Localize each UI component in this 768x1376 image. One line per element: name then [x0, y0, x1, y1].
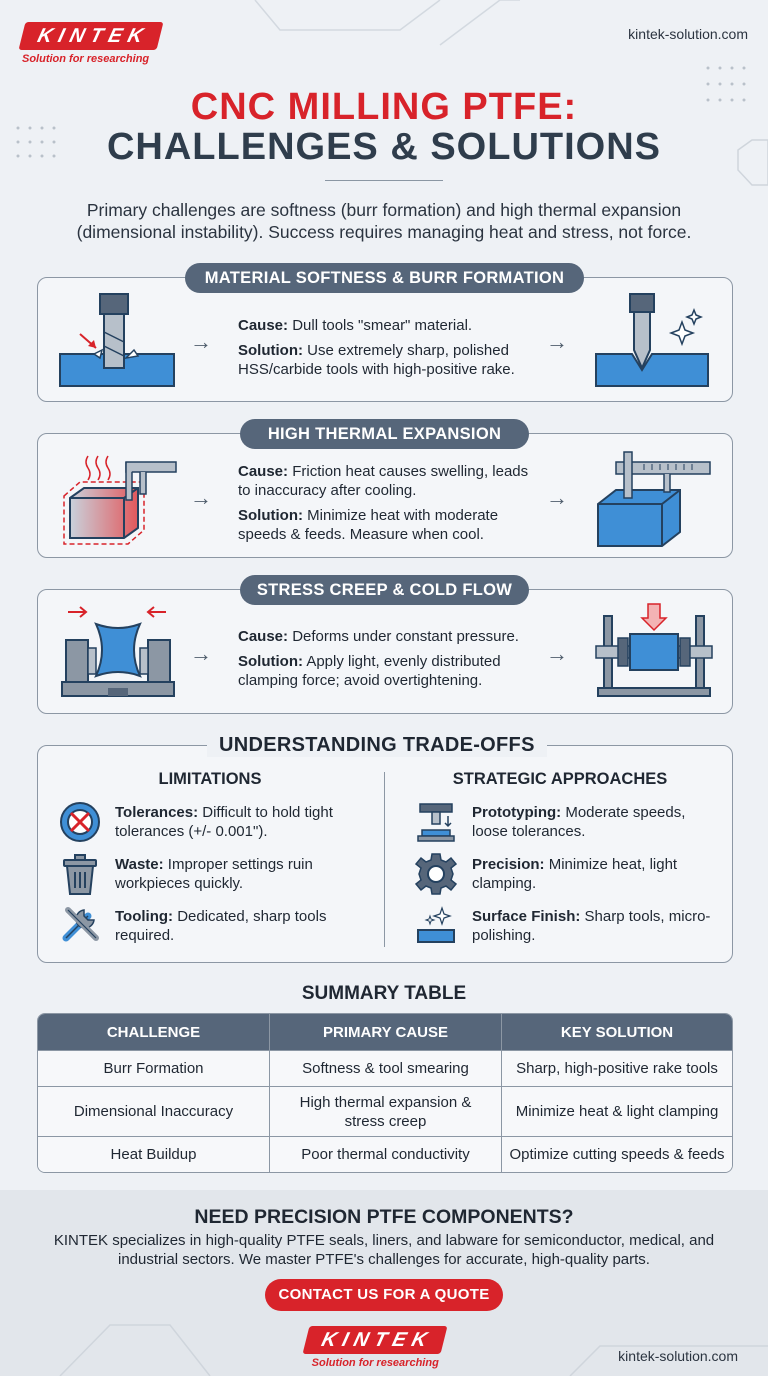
footer-logo-wordmark: KINTEK [303, 1326, 448, 1354]
limitation-waste: Waste: Improper settings ruin workpieces quickly. [115, 856, 313, 892]
footer-logo[interactable] [306, 1326, 444, 1369]
footer-site-link[interactable]: kintek-solution.com [618, 1348, 738, 1364]
trash-icon [60, 852, 100, 896]
approach-precision: Precision: Minimize heat, light clamping. [472, 856, 678, 892]
table-cell: Sharp, high-positive rake tools [502, 1050, 732, 1086]
gear-icon [414, 852, 458, 896]
limitation-tooling: Tooling: Dedicated, sharp tools required. [115, 908, 327, 944]
light-clamp-illustration [594, 600, 714, 700]
solution-line: Solution: Apply light, evenly distributed clamping force; avoid overtightening. [238, 653, 501, 689]
table-row [38, 1086, 732, 1136]
section-thermal-title: HIGH THERMAL EXPANSION [240, 419, 529, 449]
approach-surface-finish: Surface Finish: Sharp tools, micro-polishing. [472, 908, 711, 944]
intro-text: Primary challenges are softness (burr formation) and high thermal expansion (dimensional instability). Success requires managing heat and stress, not force. [76, 200, 692, 242]
limitation-tolerances: Tolerances: Difficult to hold tight tolerances (+/- 0.001"). [115, 804, 333, 840]
arrow-right-icon: → [190, 329, 212, 354]
table-row [38, 1136, 732, 1172]
summary-table [37, 1013, 733, 1173]
footer-logo-tagline: Solution for researching [311, 1357, 439, 1369]
section-burr-title: MATERIAL SOFTNESS & BURR FORMATION [185, 263, 584, 293]
cause-line: Cause: Friction heat causes swelling, leads to inaccuracy after cooling. [238, 463, 529, 499]
no-target-icon [58, 800, 102, 844]
arrow-right-icon: → [546, 485, 568, 510]
arrow-right-icon: → [546, 329, 568, 354]
mill-icon [414, 800, 458, 844]
table-header-row [38, 1014, 732, 1050]
cause-line: Cause: Dull tools "smear" material. [238, 317, 473, 334]
page-title-line2: CHALLENGES & SOLUTIONS [106, 126, 662, 168]
table-cell: Burr Formation [38, 1050, 270, 1086]
table-row [38, 1050, 732, 1086]
table-cell: Optimize cutting speeds & feeds [502, 1136, 732, 1172]
cause-line: Cause: Deforms under constant pressure. [238, 628, 519, 645]
table-cell: Dimensional Inaccuracy [38, 1086, 270, 1136]
cta-body: KINTEK specializes in high-quality PTFE seals, liners, and labware for semiconductor, medical, and industrial sectors. We master PTFE's challenges for accurate, high-quality parts. [53, 1232, 715, 1268]
site-link[interactable]: kintek-solution.com [628, 26, 748, 42]
kintek-logo[interactable] [22, 22, 160, 65]
table-cell: Heat Buildup [38, 1136, 270, 1172]
tradeoffs-title: UNDERSTANDING TRADE-OFFS [207, 734, 547, 757]
sparkle-surface-icon [414, 904, 458, 948]
title-divider [325, 180, 443, 181]
arrow-right-icon: → [190, 485, 212, 510]
tradeoffs-divider [384, 772, 385, 947]
section-creep-text [238, 627, 538, 690]
section-thermal-text [238, 462, 538, 544]
table-cell: Poor thermal conductivity [270, 1136, 502, 1172]
contact-quote-button[interactable]: CONTACT US FOR A QUOTE [265, 1279, 503, 1311]
approach-prototyping: Prototyping: Moderate speeds, loose tolerances. [472, 804, 686, 840]
table-cell: Minimize heat & light clamping [502, 1086, 732, 1136]
table-header: CHALLENGE [38, 1014, 270, 1050]
caliper-measure-illustration [594, 448, 714, 548]
summary-title: SUMMARY TABLE [301, 983, 467, 1004]
thermal-expansion-illustration [58, 448, 178, 548]
table-header: KEY SOLUTION [502, 1014, 732, 1050]
solution-line: Solution: Minimize heat with moderate speeds & feeds. Measure when cool. [238, 507, 499, 543]
sharp-tool-illustration [594, 292, 714, 390]
cta-heading: NEED PRECISION PTFE COMPONENTS? [194, 1206, 574, 1228]
section-burr-text [238, 316, 538, 379]
burr-tool-illustration [58, 292, 178, 390]
limitations-heading: LIMITATIONS [158, 770, 262, 788]
solution-line: Solution: Use extremely sharp, polished HSS/carbide tools with high-positive rake. [238, 342, 515, 378]
table-cell: Softness & tool smearing [270, 1050, 502, 1086]
arrow-right-icon: → [546, 641, 568, 666]
tools-icon [58, 902, 102, 946]
approaches-heading: STRATEGIC APPROACHES [452, 770, 668, 788]
logo-wordmark: KINTEK [19, 22, 164, 50]
logo-tagline: Solution for researching [22, 53, 150, 65]
arrow-right-icon: → [190, 641, 212, 666]
table-header: PRIMARY CAUSE [270, 1014, 502, 1050]
section-creep-title: STRESS CREEP & COLD FLOW [240, 575, 529, 605]
page-title-line1: CNC MILLING PTFE: [190, 86, 578, 128]
table-cell: High thermal expansion & stress creep [270, 1086, 502, 1136]
vise-deform-illustration [58, 600, 178, 700]
